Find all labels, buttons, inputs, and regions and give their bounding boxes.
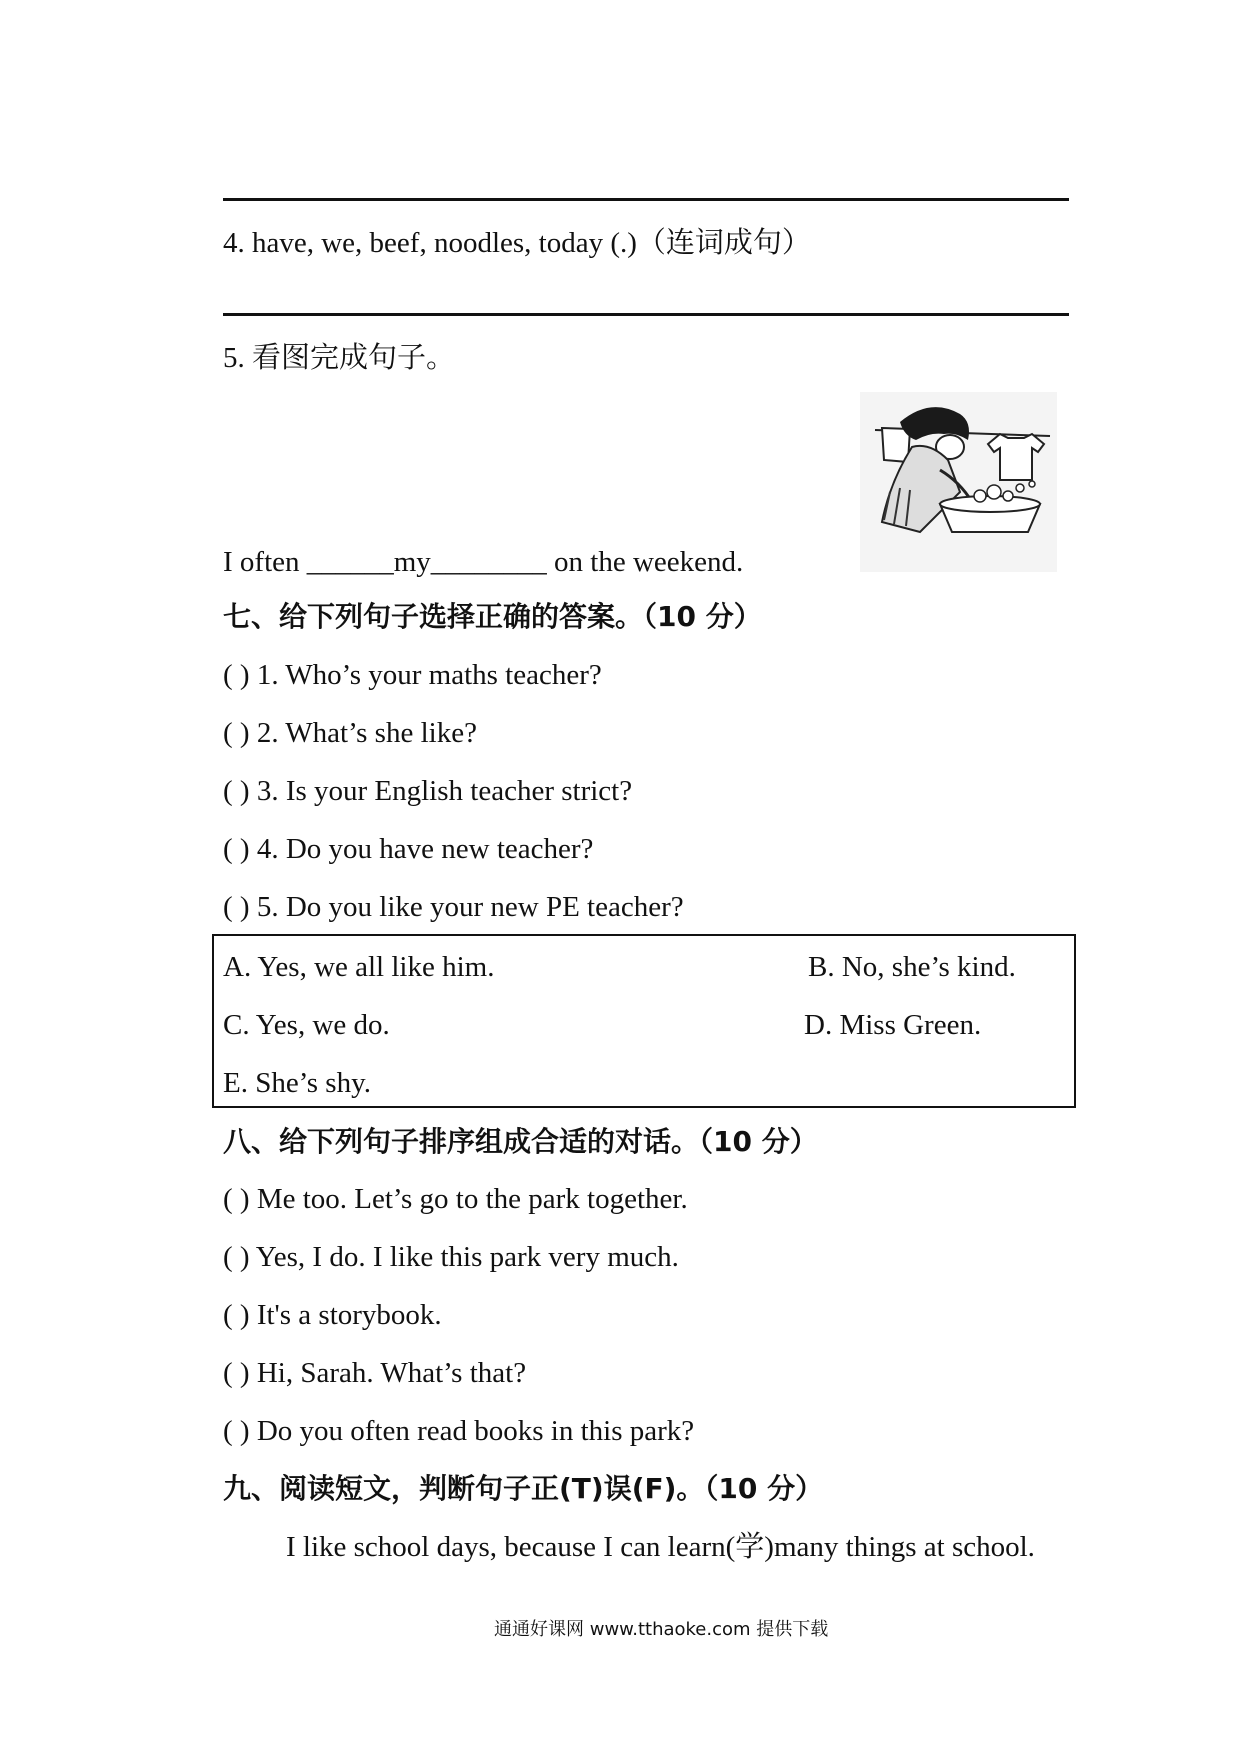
section-7-title: 七、给下列句子选择正确的答案。（10 分） — [223, 600, 762, 633]
option-d: D. Miss Green. — [804, 1009, 982, 1041]
section-7-question-1: ( ) 1. Who’s your maths teacher? — [223, 659, 602, 691]
section-9-title: 九、阅读短文，判断句子正(T)误(F)。（10 分） — [223, 1472, 824, 1505]
section-8-line-2: ( ) Yes, I do. I like this park very much. — [223, 1241, 679, 1273]
section-7-question-5: ( ) 5. Do you like your new PE teacher? — [223, 891, 684, 923]
question-5: 5. 看图完成句子。 — [223, 342, 456, 374]
question-4: 4. have, we, beef, noodles, today (.)（连词成句） — [223, 227, 811, 259]
section-8-line-4: ( ) Hi, Sarah. What’s that? — [223, 1357, 527, 1389]
option-e: E. She’s shy. — [223, 1067, 371, 1099]
section-7-question-3: ( ) 3. Is your English teacher strict? — [223, 775, 633, 807]
girl-washing-clothes-icon — [860, 392, 1057, 572]
option-a: A. Yes, we all like him. — [223, 951, 495, 983]
section-8-title: 八、给下列句子排序组成合适的对话。（10 分） — [223, 1125, 818, 1158]
reading-passage: I like school days, because I can learn(学)many things at school. — [286, 1531, 1035, 1563]
section-8-line-3: ( ) It's a storybook. — [223, 1299, 442, 1331]
section-7-question-4: ( ) 4. Do you have new teacher? — [223, 833, 594, 865]
option-c: C. Yes, we do. — [223, 1009, 390, 1041]
option-b: B. No, she’s kind. — [808, 951, 1016, 983]
picture-sentence: I often ______my________ on the weekend. — [223, 546, 744, 578]
section-8-line-1: ( ) Me too. Let’s go to the park together. — [223, 1183, 688, 1215]
footer-source: 通通好课网 www.tthaoke.com 提供下载 — [494, 1619, 829, 1640]
section-7-question-2: ( ) 2. What’s she like? — [223, 717, 477, 749]
answer-line-3 — [223, 198, 1069, 201]
section-8-line-5: ( ) Do you often read books in this park? — [223, 1415, 695, 1447]
answer-line-4 — [223, 313, 1069, 316]
